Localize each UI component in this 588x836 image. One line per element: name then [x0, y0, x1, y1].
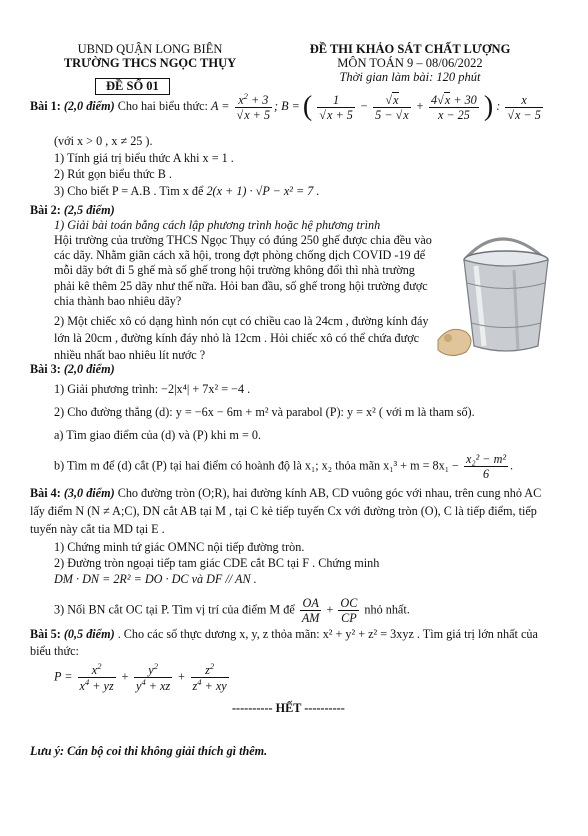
bucket-icon — [436, 228, 566, 366]
bai1-q1: 1) Tính giá trị biểu thức A khi x = 1 . — [54, 151, 234, 165]
exam-subject: MÔN TOÁN 9 – 08/06/2022 — [337, 56, 483, 70]
bai3-qb: b) Tìm m để (d) cắt (P) tại hai điểm có hoành độ là x₁; x₂ thỏa mãn x₁³ + m = 8x₁ − $\frac{\text{x₂² − m²}}{6}$ . — [54, 452, 514, 482]
bai2-problem2: 2) Một chiếc xô có dạng hình nón cụt có chiều cao là 24cm , đường kính đáy lớn là 20cm , đường kính đáy nhỏ là 12cm . Hỏi chiếc xô có thể chứa được nhiều nhất bao nhiêu lít nước ? — [54, 314, 429, 362]
bai1-label: Bài 1: — [30, 98, 61, 113]
bai5-problem: Bài 5: (0,5 điểm) . Cho các số thực dương x, y, z thỏa mãn: x² + y² + z² = 3xyz . Tìm giá trị lớn nhất của biểu thức: — [30, 627, 538, 658]
bai4-q1: 1) Chứng minh tứ giác OMNC nội tiếp đường tròn. — [54, 540, 305, 554]
formula-a: A = $\frac{x^2 + 3}{√x + 5}$ ; B = ( $\frac{1}{√x + 5}$ − $\frac{√x}{5 - √x}$ + $\frac{4√x + 30}{x - 25}$ ) : $\frac{x}{√x - 5}$ — [210, 91, 541, 123]
district-name: UBND QUẬN LONG BIÊN — [77, 42, 223, 56]
bai2-heading: Bài 2: (2,5 điểm) — [30, 203, 115, 217]
bai3-qa: a) Tìm giao điểm của (d) và (P) khi m = 0. — [54, 428, 262, 442]
bai1-cond: (với x > 0 , x ≠ 25 ). — [54, 134, 153, 148]
exam-code: ĐỀ SỐ 01 — [95, 78, 170, 95]
exam-title: ĐỀ THI KHẢO SÁT CHẤT LƯỢNG — [309, 42, 511, 56]
bai3-q1: 1) Giải phương trình: −2|x⁴| + 7x² = −4 . — [54, 382, 251, 396]
bai5-formula: P = $\frac{x^2}{x^4 + yz}$ + $\frac{y^2}{y^4 + xz}$ + $\frac{z^2}{z^4 + xy}$ — [54, 661, 227, 694]
exam-time: Thời gian làm bài: 120 phút — [339, 70, 481, 84]
bai1-q2: 2) Rút gọn biểu thức B . — [54, 167, 172, 181]
bai2-sub: 1) Giải bài toán bằng cách lập phương trình hoặc hệ phương trình — [54, 218, 381, 232]
bai3-q2: 2) Cho đường thẳng (d): y = −6x − 6m + m² và parabol (P): y = x² ( với m là tham số). — [54, 405, 475, 419]
bai4-q2b: DM · DN = 2R² = DO · DC và DF // AN . — [54, 572, 257, 586]
bai1-line — [30, 92, 545, 122]
school-name: TRƯỜNG THCS NGỌC THỤY — [63, 56, 237, 70]
bai4-q3: 3) Nối BN cắt OC tại P. Tìm vị trí của điểm M để $\frac{OA}{AM}$ + $\frac{OC}{CP}$ nhỏ nhất. — [54, 596, 410, 626]
bai1-q3: 3) Cho biết P = A.B . Tìm x để 2(x + 1) · √P − x² = 7 . — [54, 184, 320, 198]
bai4-problem: Bài 4: (3,0 điểm) Cho đường tròn (O;R), hai đường kính AB, CD vuông góc với nhau, trên cung nhỏ AC lấy điểm N (N ≠ A;C), DN cắt AB tại M , tại C kẻ tiếp tuyến Cx với đường tròn (O), C là tiếp điểm, tiếp tuyến này cắt tia MD tại E . — [30, 486, 542, 536]
bai4-q2a: 2) Đường tròn ngoại tiếp tam giác CDE cắt BC tại F . Chứng minh — [54, 556, 380, 570]
footnote: Lưu ý: Cán bộ coi thi không giải thích gì thêm. — [30, 744, 268, 758]
bai2-problem1: Hội trường của trường THCS Ngọc Thụy có đúng 250 ghế được chia đều vào các dãy. Nhằm giãn cách xã hội, trong đợt phòng chống dịch COVID -19 để mỗi dãy bớt đi 5 ghế mà số ghế trong hội trường không đổi thì nhà trường phải kê thêm 25 dãy như thế nữa. Hỏi ban đầu, số ghế trong hội trường được chia thành bao nhiêu dãy? — [54, 233, 432, 308]
bai1-intro: Cho hai biểu thức: — [117, 98, 208, 113]
bai1-points: (2,0 điểm) — [63, 98, 115, 113]
bai3-heading: Bài 3: (2,0 điểm) — [30, 362, 115, 376]
end-mark: ---------- HẾT ---------- — [232, 701, 345, 715]
